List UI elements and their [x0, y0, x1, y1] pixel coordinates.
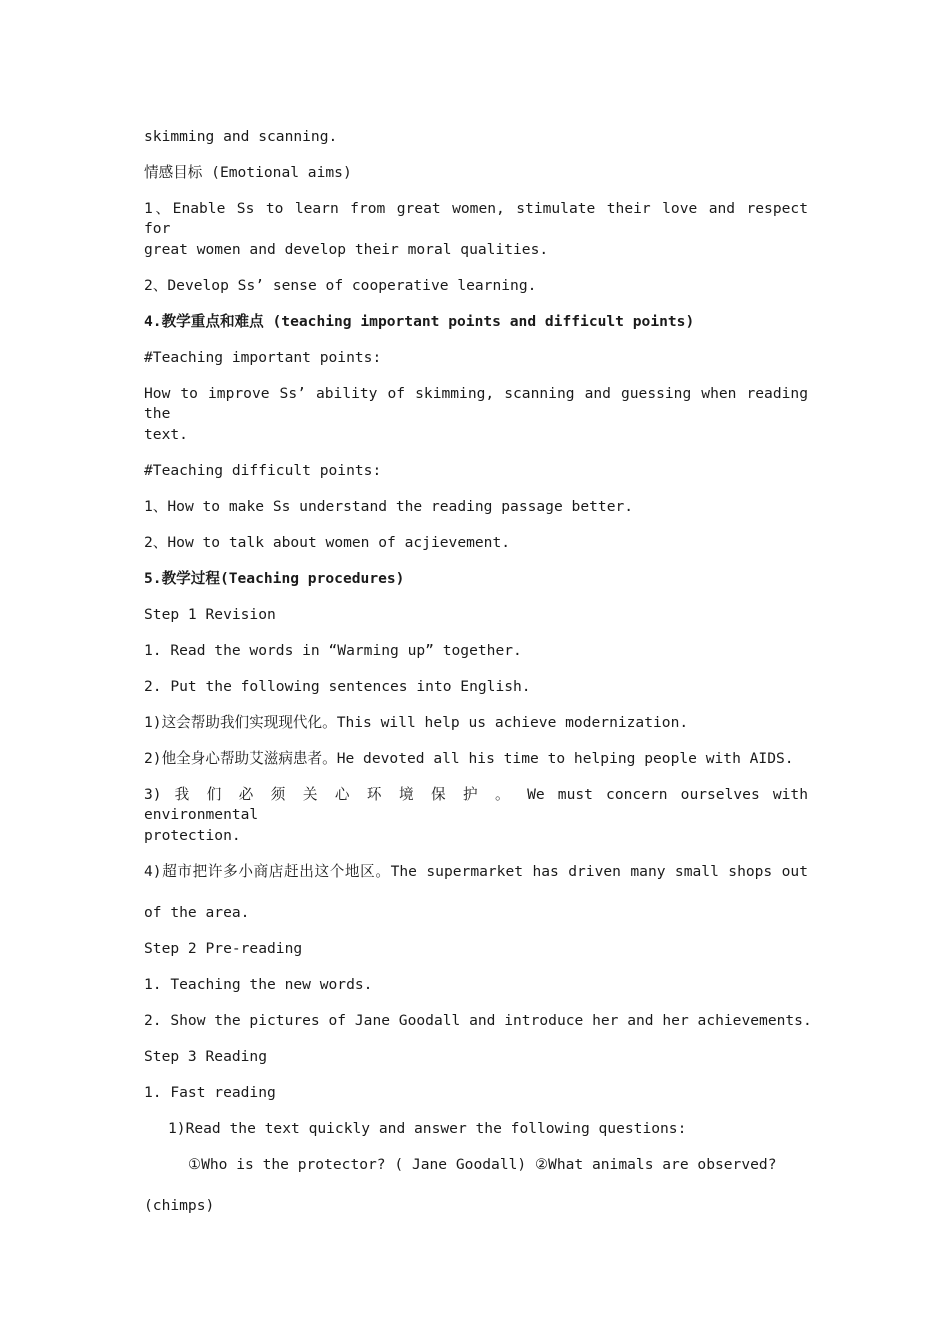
text-line: 2、How to talk about women of acjievement.: [144, 534, 511, 551]
section-heading-key-points: 4.教学重点和难点 (teaching important points and difficult points): [144, 313, 695, 330]
text-line: 1、How to make Ss understand the reading passage better.: [144, 498, 634, 515]
text-line: skimming and scanning.: [144, 128, 338, 145]
text-line: 4)超市把许多小商店赶出这个地区。The supermarket has driven many small shops out: [144, 863, 808, 880]
step-heading: Step 2 Pre-reading: [144, 940, 303, 957]
text-line: 1. Read the words in “Warming up” together.: [144, 642, 522, 659]
text-line: 1. Fast reading: [144, 1084, 276, 1101]
text-line: 1. Teaching the new words.: [144, 976, 373, 993]
text-line: of the area.: [144, 904, 250, 921]
text-line: 2. Put the following sentences into English.: [144, 678, 531, 695]
text-line: How to improve Ss’ ability of skimming, scanning and guessing when reading the: [144, 385, 808, 422]
text-line: ①Who is the protector? ( Jane Goodall) ②What animals are observed?: [188, 1156, 777, 1173]
text-line: (chimps): [144, 1197, 215, 1214]
section-heading-emotional-aims: 情感目标 (Emotional aims): [144, 164, 352, 181]
text-line: 1)Read the text quickly and answer the following questions:: [168, 1120, 687, 1137]
text-line: 2. Show the pictures of Jane Goodall and introduce her and her achievements.: [144, 1012, 812, 1029]
text-line: protection.: [144, 827, 241, 844]
text-line: 2)他全身心帮助艾滋病患者。He devoted all his time to helping people with AIDS.: [144, 750, 794, 767]
text-line: 1、Enable Ss to learn from great women, stimulate their love and respect for: [144, 200, 808, 237]
text-line: text.: [144, 426, 188, 443]
text-line: 2、Develop Ss’ sense of cooperative learning.: [144, 277, 537, 294]
text-line: #Teaching important points:: [144, 349, 382, 366]
text-line: great women and develop their moral qualities.: [144, 241, 549, 258]
text-line: #Teaching difficult points:: [144, 462, 382, 479]
text-line: 1)这会帮助我们实现现代化。This will help us achieve modernization.: [144, 714, 689, 731]
step-heading: Step 1 Revision: [144, 606, 276, 623]
text-line: 3) 我 们 必 须 关 心 环 境 保 护 。 We must concern ourselves with environmental: [144, 786, 808, 823]
step-heading: Step 3 Reading: [144, 1048, 268, 1065]
section-heading-procedures: 5.教学过程(Teaching procedures): [144, 570, 405, 587]
